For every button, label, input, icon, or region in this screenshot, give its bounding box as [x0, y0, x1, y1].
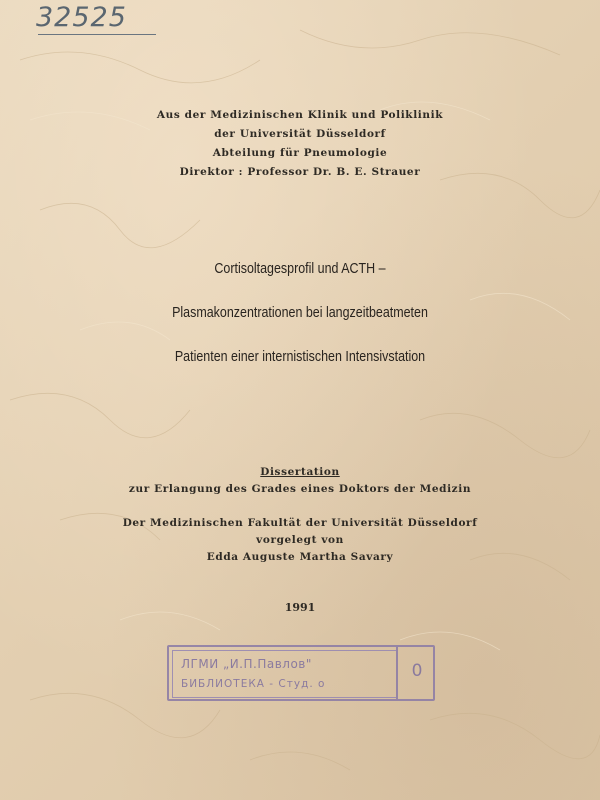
dissertation-title	[42, 258, 558, 390]
inventory-underline	[38, 34, 156, 35]
presented-by: vorgelegt von	[256, 534, 344, 546]
institution-line: Aus der Medizinischen Klinik und Poliklinik	[156, 109, 444, 121]
institution-line: Direktor : Professor Dr. B. E. Strauer	[179, 166, 421, 178]
dissertation-heading: Dissertation	[260, 466, 340, 478]
dissertation-block	[0, 464, 600, 566]
institution-block	[0, 106, 600, 182]
degree-purpose: zur Erlangung des Grades eines Doktors der Medizin	[128, 483, 472, 495]
inventory-number: 32525	[36, 2, 127, 33]
title-line: Plasmakonzentrationen bei langzeitbeatmeten	[172, 305, 428, 321]
year: 1991	[284, 601, 316, 614]
stamp-divider	[396, 647, 398, 699]
title-line: Patienten einer internistischen Intensivstation	[174, 349, 426, 365]
title-line: Cortisoltagesprofil und ACTH –	[214, 261, 386, 277]
stamp-line-1: ЛГМИ „И.П.Павлов"	[181, 657, 312, 671]
faculty-line: Der Medizinischen Fakultät der Universität Düsseldorf	[122, 517, 478, 529]
library-stamp	[167, 645, 435, 701]
institution-line: Abteilung für Pneumologie	[212, 147, 388, 159]
institution-line: der Universität Düsseldorf	[214, 128, 386, 140]
author-name: Edda Auguste Martha Savary	[206, 551, 394, 563]
stamp-line-2: БИБЛИОТЕКА - Студ. о	[181, 678, 326, 690]
stamp-number: 0	[411, 661, 423, 681]
